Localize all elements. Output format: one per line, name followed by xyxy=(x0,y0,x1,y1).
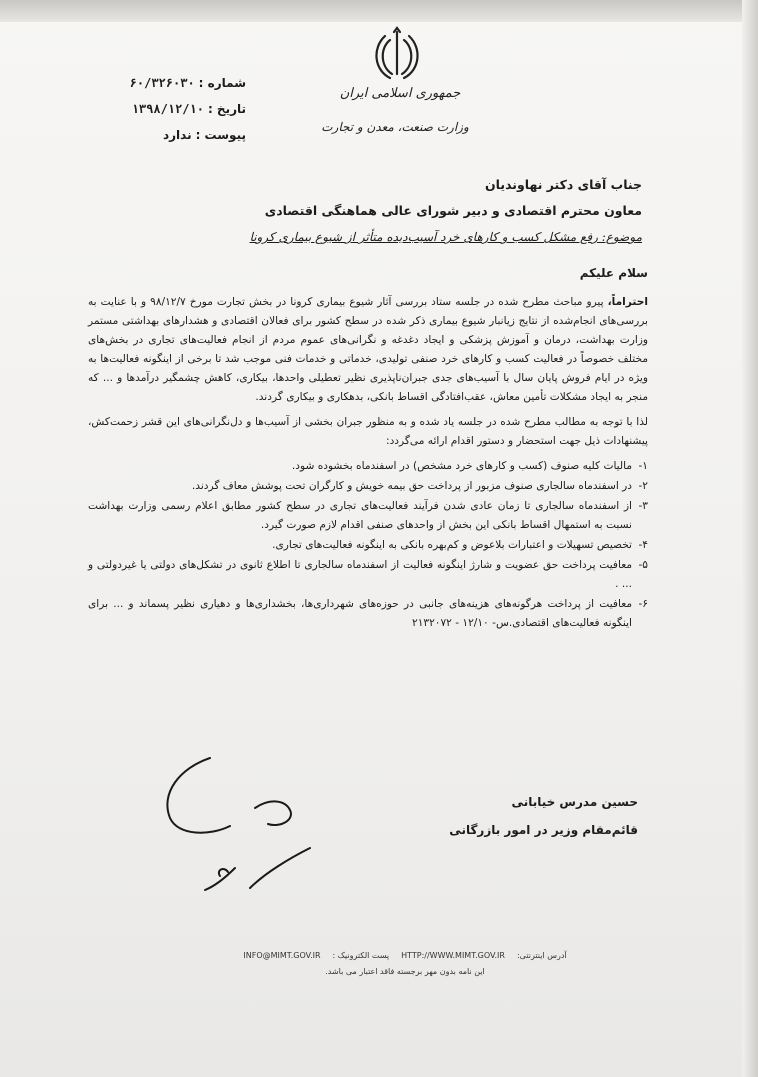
letter-number xyxy=(96,70,246,96)
letter-meta xyxy=(96,70,246,148)
intro-paragraph xyxy=(88,293,648,407)
date-label: تاریخ : xyxy=(207,102,246,116)
intro-text: پیرو مباحث مطرح شده در جلسه ستاد بررسی آثار شیوع بیماری کرونا در بخش تجارت مورخ ۹۸/۱۲/۷ و با عنایت به بررسی‌های انجام‌شده از نتایج زیانبار شیوع بیماری ذکر شده در سطح کشور برای فعالان اقتصادی و هشدارهای بهداشتی مستمر وزارت بهداشت، درمان و آموزش پزشکی و ایجاد دغدغه و نگرانی‌های عموم مردم از انجام فعالیت‌های تجاری در بخش‌های مختلف خصوصاً در فعالیت کسب و کارهای خرد صنفی تولیدی، خدماتی و خدمات فنی موجب شد تا برخی از اینگونه فعالیت‌ها به ویژه در ایام فروش پایان سال با آسیب‌های جدی جبران‌ناپذیری نظیر تعطیلی واحدها، بیکاری، کاهش چشمگیر درآمدها و ... که منجر به ایجاد مشکلات تأمین معاش، عقب‌افتادگی اقساط بانکی، بدهکاری و بیکاری گردند. xyxy=(88,296,648,403)
letter-body xyxy=(88,264,648,634)
salutation: سلام علیکم xyxy=(579,266,648,280)
footer-note: این نامه بدون مهر برجسته فاقد اعتبار می باشد. xyxy=(325,967,485,976)
recipient-block xyxy=(142,172,642,250)
date-value: ۱۳۹۸/۱۲/۱۰ xyxy=(131,102,204,116)
item-text: مالیات کلیه صنوف (کسب و کارهای خرد مشخص) در اسفندماه بخشوده شود. xyxy=(291,460,632,472)
letter-footer xyxy=(200,948,610,980)
signature-block xyxy=(358,788,638,844)
iran-emblem-icon xyxy=(372,26,422,84)
web-label: آدرس اینترنتی: xyxy=(516,951,567,960)
website-link: HTTP://WWW.MIMT.GOV.IR xyxy=(401,951,505,960)
proposal-paragraph: لذا با توجه به مطالب مطرح شده در جلسه یاد شده و به منظور جبران بخشی از آسیب‌ها و دل‌نگرانی‌های این قشر زحمت‌کش، پیشنهادات ذیل جهت استحضار و دستور اقدام ارائه می‌گردد: xyxy=(88,416,648,447)
intro-bold: احتراماً، xyxy=(607,296,648,308)
list-item xyxy=(88,536,648,555)
country-name: جمهوری اسلامی ایران xyxy=(339,86,461,101)
number-label: شماره : xyxy=(198,76,246,90)
list-item xyxy=(88,497,648,535)
letter-attachment xyxy=(96,122,246,148)
item-number: ۲- xyxy=(638,480,648,492)
handwritten-signature xyxy=(150,748,320,898)
number-value: ۶۰/۳۲۶۰۳۰ xyxy=(129,76,195,90)
letter-date xyxy=(96,96,246,122)
proposal-list xyxy=(88,457,648,633)
attachment-label: پیوست : xyxy=(195,128,246,142)
footer-contacts xyxy=(200,948,610,964)
recipient-name: جناب آقای دکتر نهاوندیان xyxy=(485,177,642,192)
attachment-value: ندارد xyxy=(162,128,192,142)
item-number: ۵- xyxy=(638,559,648,571)
list-item xyxy=(88,595,648,633)
paper-top-edge xyxy=(0,0,758,22)
item-text: در اسفندماه سالجاری صنوف مزبور از پرداخت حق بیمه خویش و کارگران تحت پوشش معاف گردند. xyxy=(191,480,632,492)
recipient-title: معاون محترم اقتصادی و دبیر شورای عالی هماهنگی اقتصادی xyxy=(264,203,642,218)
item-text: معافیت پرداخت حق عضویت و شارژ اینگونه فعالیت از اسفندماه سالجاری تا اطلاع ثانوی در تشکل‌های دولتی یا غیردولتی و ... . xyxy=(88,559,632,590)
list-item xyxy=(88,477,648,496)
paper-right-edge xyxy=(742,0,758,1077)
item-number: ۳- xyxy=(638,500,648,512)
item-number: ۱- xyxy=(638,460,648,472)
signer-name: حسین مدرس خیابانی xyxy=(511,795,638,809)
item-text: از اسفندماه سالجاری تا زمان عادی شدن فرآیند فعالیت‌های تجاری در سطح کشور مطابق اعلام رسمی وزارت بهداشت نسبت به استمهال اقساط بانکی این بخش از واحدهای صنفی اقدام لازم صورت گیرد. xyxy=(88,500,632,531)
list-item xyxy=(88,556,648,594)
item-number: ۴- xyxy=(638,539,648,551)
email-link: INFO@MIMT.GOV.IR xyxy=(243,951,321,960)
email-label: پست الکترونیک : xyxy=(332,951,390,960)
list-item xyxy=(88,457,648,476)
signer-title: قائم‌مقام وزیر در امور بازرگانی xyxy=(449,823,638,837)
ministry-name: وزارت صنعت، معدن و تجارت xyxy=(321,120,469,134)
item-text: تخصیص تسهیلات و اعتبارات بلاعوض و کم‌بهره بانکی به اینگونه فعالیت‌های تجاری. xyxy=(272,539,632,551)
letter-subject: موضوع: رفع مشکل کسب و کارهای خرد آسیب‌دیده متأثر از شیوع بیماری کرونا xyxy=(249,230,642,244)
item-number: ۶- xyxy=(638,598,648,610)
item-text: معافیت از پرداخت هرگونه‌های هزینه‌های جانبی در حوزه‌های شهرداری‌ها، بخشداری‌ها و دهیاری نظیر پسماند و ... برای اینگونه فعالیت‌های اقتصادی.س- ۱۲/۱۰ - ۲۱۳۲۰۷۲ xyxy=(88,598,632,629)
